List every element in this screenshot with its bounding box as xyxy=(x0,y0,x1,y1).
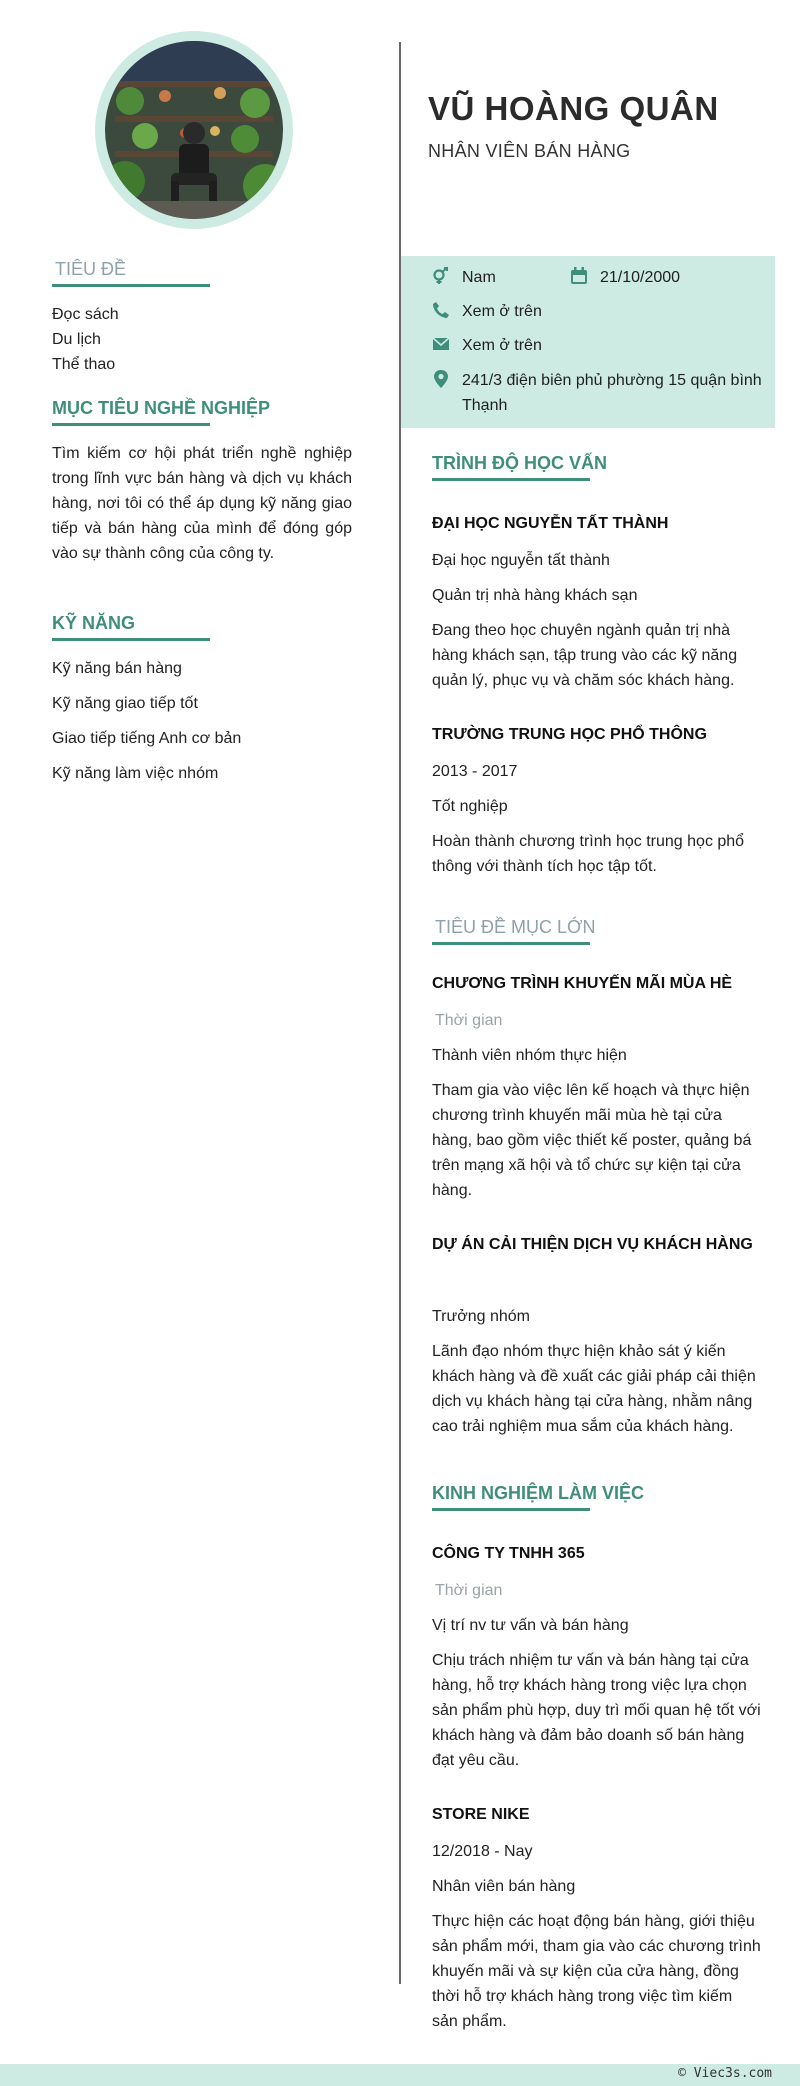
hobby-item: Thể thao xyxy=(52,356,116,373)
experience-time: 12/2018 - Nay xyxy=(432,1843,533,1860)
objective-section xyxy=(52,396,352,566)
education-description: Hoàn thành chương trình học trung học phổ thông với thành tích học tập tốt. xyxy=(432,833,745,875)
experience-role: Vị trí nv tư vấn và bán hàng xyxy=(432,1617,629,1634)
footer-watermark: © Viec3s.com xyxy=(678,2066,772,2081)
project-name: CHƯƠNG TRÌNH KHUYẾN MÃI MÙA HÈ xyxy=(432,975,733,992)
experience-description: Thực hiện các hoạt động bán hàng, giới thiệu sản phẩm mới, tham gia vào các chương trình khuyến mãi và sự kiện của cửa hàng, đồng thời hỗ trợ khách hàng trong việc tìm kiếm sản phẩm. xyxy=(432,1913,761,2030)
contact-email: Xem ở trên xyxy=(462,337,542,354)
skill-item: Kỹ năng bán hàng xyxy=(52,660,182,677)
avatar xyxy=(105,41,283,219)
education-section xyxy=(432,451,762,879)
education-line: Quản trị nhà hàng khách sạn xyxy=(432,587,638,604)
project-description: Lãnh đạo nhóm thực hiện khảo sát ý kiến khách hàng và đề xuất các giải pháp cải thiện dịch vụ khách hàng tại cửa hàng, nhằm nâng cao trải nghiệm mua sắm của khách hàng. xyxy=(432,1343,756,1435)
candidate-position: NHÂN VIÊN BÁN HÀNG xyxy=(428,141,631,161)
phone-icon xyxy=(432,301,450,319)
project-description: Tham gia vào việc lên kế hoạch và thực hiện chương trình khuyến mãi mùa hè tại cửa hàng, bao gồm việc thiết kế poster, quảng bá trên mạng xã hội và tổ chức sự kiện tại cửa hàng. xyxy=(432,1082,752,1199)
education-school: TRƯỜNG TRUNG HỌC PHỔ THÔNG xyxy=(432,726,707,743)
experience-company: CÔNG TY TNHH 365 xyxy=(432,1545,585,1562)
contact-box xyxy=(401,256,775,428)
candidate-name: VŨ HOÀNG QUÂN xyxy=(428,90,719,127)
education-underline xyxy=(432,478,590,481)
hobbies-section xyxy=(52,257,352,377)
education-title: TRÌNH ĐỘ HỌC VẤN xyxy=(432,453,607,473)
email-icon xyxy=(432,335,450,353)
objective-text: Tìm kiếm cơ hội phát triển nghề nghiệp trong lĩnh vực bán hàng và dịch vụ khách hàng, nơi tôi có thể áp dụng kỹ năng giao tiếp và bán hàng của mình để đóng góp vào sự thành công của công ty. xyxy=(52,445,352,562)
location-icon xyxy=(433,370,451,388)
contact-birthday: 21/10/2000 xyxy=(600,269,681,286)
hobby-item: Du lịch xyxy=(52,331,101,348)
project-role: Thành viên nhóm thực hiện xyxy=(432,1047,627,1064)
projects-title: TIÊU ĐỀ MỤC LỚN xyxy=(435,917,596,937)
calendar-icon xyxy=(570,267,588,285)
skill-item: Kỹ năng làm việc nhóm xyxy=(52,765,219,782)
objective-underline xyxy=(52,423,210,426)
education-line: Tốt nghiệp xyxy=(432,798,508,815)
hobby-item: Đọc sách xyxy=(52,306,119,323)
contact-gender: Nam xyxy=(462,269,496,286)
objective-title: MỤC TIÊU NGHỀ NGHIỆP xyxy=(52,398,271,418)
gender-icon xyxy=(432,267,450,285)
project-name: DỰ ÁN CẢI THIỆN DỊCH VỤ KHÁCH HÀNG xyxy=(432,1236,753,1253)
experience-time: Thời gian xyxy=(435,1582,503,1599)
experience-role: Nhân viên bán hàng xyxy=(432,1878,576,1895)
skills-section xyxy=(52,611,352,786)
hobbies-underline xyxy=(52,284,210,287)
skills-title: KỸ NĂNG xyxy=(52,613,136,633)
education-description: Đang theo học chuyên ngành quản trị nhà hàng khách sạn, tập trung vào các kỹ năng quản lý, phục vụ và chăm sóc khách hàng. xyxy=(432,622,738,689)
experience-company: STORE NIKE xyxy=(432,1806,530,1823)
experience-underline xyxy=(432,1508,590,1511)
skills-underline xyxy=(52,638,210,641)
skill-item: Giao tiếp tiếng Anh cơ bản xyxy=(52,730,242,747)
skill-item: Kỹ năng giao tiếp tốt xyxy=(52,695,198,712)
hobbies-title: TIÊU ĐỀ xyxy=(55,259,127,279)
experience-description: Chịu trách nhiệm tư vấn và bán hàng tại cửa hàng, hỗ trợ khách hàng trong việc lựa chọn sản phẩm phù hợp, duy trì mối quan hệ tốt với khách hàng và đảm bảo doanh số bán hàng đạt yêu cầu. xyxy=(432,1652,761,1769)
projects-section xyxy=(432,915,762,1439)
contact-address: 241/3 điện biên phủ phường 15 quận bình Thạnh xyxy=(462,372,762,414)
experience-section xyxy=(432,1481,762,2034)
project-time: Thời gian xyxy=(435,1012,503,1029)
education-line: 2013 - 2017 xyxy=(432,763,518,780)
experience-title: KINH NGHIỆM LÀM VIỆC xyxy=(432,1483,645,1503)
education-line: Đại học nguyễn tất thành xyxy=(432,552,610,569)
project-role: Trưởng nhóm xyxy=(432,1308,530,1325)
education-school: ĐẠI HỌC NGUYỄN TẤT THÀNH xyxy=(432,515,669,532)
contact-phone: Xem ở trên xyxy=(462,303,542,320)
projects-underline xyxy=(432,942,590,945)
